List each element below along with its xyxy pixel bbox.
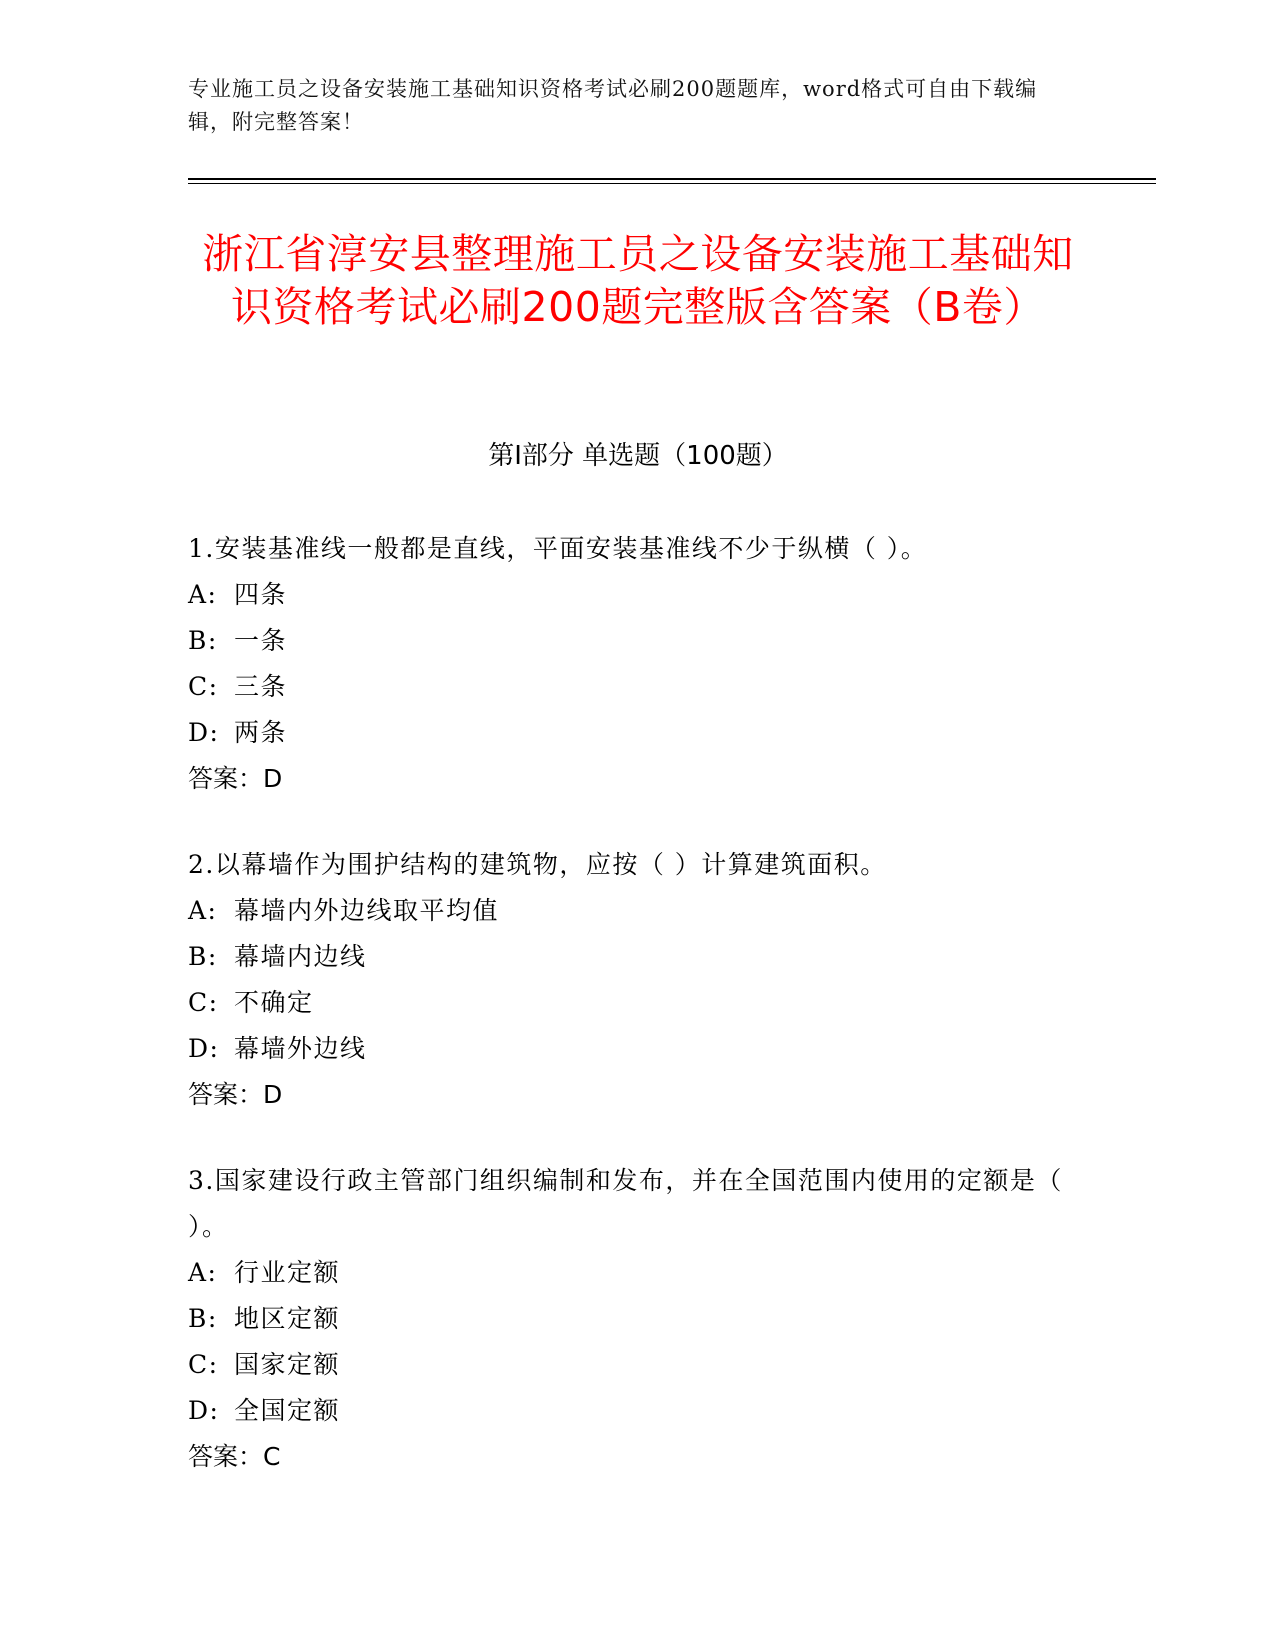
option-c <box>188 980 1068 1026</box>
document-title: 浙江省淳安县整理施工员之设备安装施工基础知识资格考试必刷200题完整版含答案（B卷） <box>202 230 1074 331</box>
question-item <box>188 842 1068 1118</box>
option-key: C: <box>188 1350 219 1379</box>
option-text: 幕墙内外边线取平均值 <box>234 896 500 925</box>
option-b <box>188 1296 1068 1342</box>
option-key: B: <box>188 626 218 655</box>
option-b <box>188 934 1068 980</box>
option-text: 幕墙内边线 <box>234 942 367 971</box>
option-key: A: <box>188 1258 218 1287</box>
question-stem: 2.以幕墙作为围护结构的建筑物，应按（ ）计算建筑面积。 <box>188 850 887 879</box>
question-stem: 3.国家建设行政主管部门组织编制和发布，并在全国范围内使用的定额是（ ）。 <box>188 1166 1063 1241</box>
option-d <box>188 710 1068 756</box>
answer-line: 答案：D <box>188 764 283 793</box>
option-key: A: <box>188 896 218 925</box>
answer-line: 答案：D <box>188 1080 283 1109</box>
option-d <box>188 1026 1068 1072</box>
option-key: D: <box>188 1034 220 1063</box>
option-key: A: <box>188 580 218 609</box>
header-divider-thick <box>188 178 1156 180</box>
question-stem: 1.安装基准线一般都是直线，平面安装基准线不少于纵横（ ）。 <box>188 534 928 563</box>
section-heading: 第Ⅰ部分 单选题（100题） <box>488 441 788 471</box>
option-text: 全国定额 <box>234 1396 341 1425</box>
option-key: C: <box>188 672 219 701</box>
option-a <box>188 572 1068 618</box>
answer-line: 答案：C <box>188 1442 281 1471</box>
option-key: C: <box>188 988 219 1017</box>
question-item <box>188 1158 1068 1480</box>
option-b <box>188 618 1068 664</box>
option-text: 行业定额 <box>234 1258 341 1287</box>
option-text: 幕墙外边线 <box>234 1034 367 1063</box>
option-text: 三条 <box>234 672 288 701</box>
question-list <box>188 526 1068 1520</box>
option-key: B: <box>188 1304 218 1333</box>
option-text: 一条 <box>234 626 288 655</box>
option-key: D: <box>188 1396 220 1425</box>
option-d <box>188 1388 1068 1434</box>
option-text: 国家定额 <box>234 1350 341 1379</box>
header-note: 专业施工员之设备安装施工基础知识资格考试必刷200题题库，word格式可自由下载编辑，附完整答案！ <box>188 77 1038 134</box>
option-text: 不确定 <box>234 988 314 1017</box>
question-item <box>188 526 1068 802</box>
option-c <box>188 664 1068 710</box>
option-text: 两条 <box>234 718 288 747</box>
option-text: 四条 <box>234 580 288 609</box>
option-a <box>188 1250 1068 1296</box>
option-key: B: <box>188 942 218 971</box>
option-key: D: <box>188 718 220 747</box>
header-divider-thin <box>188 183 1156 184</box>
option-a <box>188 888 1068 934</box>
option-c <box>188 1342 1068 1388</box>
option-text: 地区定额 <box>234 1304 341 1333</box>
